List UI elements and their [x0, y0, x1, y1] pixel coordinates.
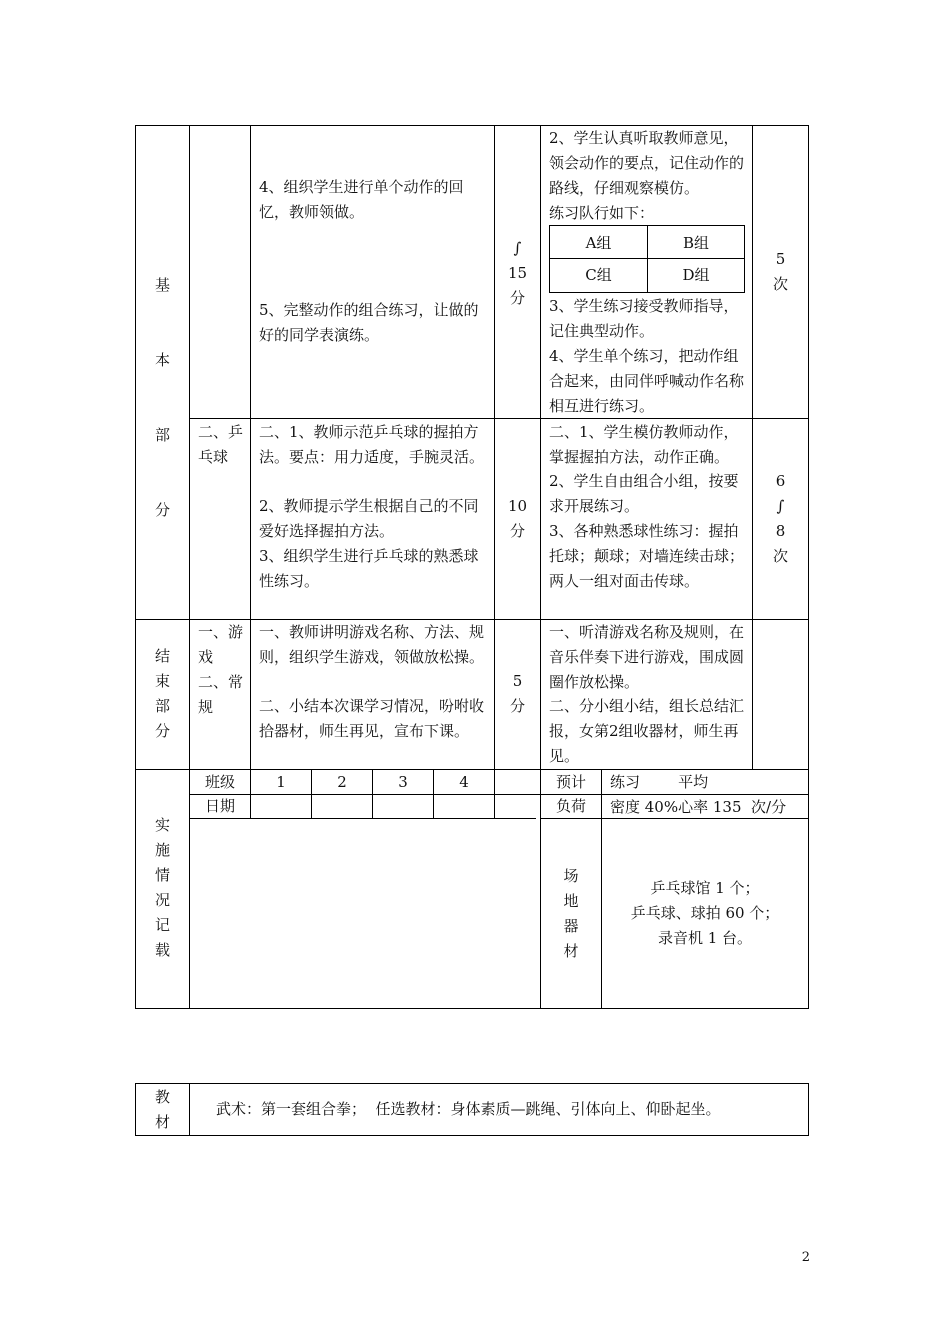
- page-number: 2: [801, 1250, 810, 1265]
- materials-text: 武术：第一套组合拳； 任选教材：身体素质—跳绳、引体向上、仰卧起坐。: [216, 1100, 721, 1118]
- class-number-2: 2: [337, 773, 347, 791]
- section-record-label: 实 施 情 况 记 载: [154, 816, 170, 959]
- row1-time: ∫ 15 分: [507, 239, 528, 307]
- student-activity-2: 2、学生认真听取教师意见，领会动作的要点，记住动作的路线，仔细观察模仿。: [549, 129, 745, 197]
- end-student-2: 二、分小组小结，组长总结汇报，女第2组收器材，师生再见。: [549, 697, 745, 765]
- group-c: C组: [585, 266, 612, 284]
- group-d: D组: [682, 266, 710, 284]
- load-line-2: 密度 40%心率 135 次/分: [610, 798, 787, 816]
- load-line-1: 练习 平均: [610, 773, 709, 791]
- section-end-label: 结 束 部 分: [154, 647, 170, 740]
- section-basic-label: 基 本 部 分: [154, 276, 170, 519]
- end-method-2: 二、小结本次课学习情况，吩咐收拾器材，师生再见，宣布下课。: [259, 697, 485, 740]
- teacher-method-5: 5、完整动作的组合练习，让做的好的同学表演练。: [259, 301, 479, 344]
- class-label: 班级: [204, 773, 235, 791]
- row2-count: 6 ∫ 8 次: [772, 472, 788, 565]
- student-activity-3: 3、学生练习接受教师指导，记住典型动作。: [549, 297, 739, 340]
- teacher-method-4: 4、组织学生进行单个动作的回忆，教师领做。: [259, 178, 464, 221]
- teacher-method-2-3: 3、组织学生进行乒乓球的熟悉球性练习。: [259, 547, 479, 590]
- student-activity-2-3: 3、各种熟悉球性练习：握拍托球；颠球；对墙连续击球；两人一组对面击传球。: [549, 522, 745, 590]
- end-time: 5 分: [509, 672, 525, 715]
- end-student-1: 一、听清游戏名称及规则，在音乐伴奏下进行游戏，围成圆圈作放松操。: [549, 623, 745, 691]
- student-activity-4: 4、学生单个练习，把动作组合起来，由同伴呼喊动作名称相互进行练习。: [549, 347, 745, 415]
- teacher-method-2-1: 二、1、教师示范乒乓球的握拍方法。要点：用力适度，手腕灵活。: [259, 423, 485, 466]
- student-activity-2-1: 二、1、学生模仿教师动作，掌握握拍方法，动作正确。: [549, 423, 739, 466]
- group-a: A组: [585, 234, 612, 252]
- row1-count: 5 次: [772, 250, 788, 293]
- group-b: B组: [682, 234, 710, 252]
- venue-label: 场 地 器 材: [563, 867, 579, 960]
- row2-time: 10 分: [507, 497, 528, 540]
- formation-grid: [549, 225, 745, 293]
- row2-content: 二、乒乓球: [198, 423, 244, 466]
- class-number-4: 4: [459, 773, 469, 791]
- end-method-1: 一、教师讲明游戏名称、方法、规则，组织学生游戏，领做放松操。: [259, 623, 485, 666]
- student-activity-2-2: 2、学生自由组合小组，按要求开展练习。: [549, 472, 739, 515]
- teacher-method-2-2: 2、教师提示学生根据自己的不同爱好选择握拍方法。: [259, 497, 479, 540]
- class-number-1: 1: [276, 773, 286, 791]
- end-content: 一、游 戏 二、常 规: [198, 623, 244, 716]
- materials-label: 教 材: [154, 1088, 170, 1131]
- date-label: 日期: [204, 797, 235, 815]
- venue-items: 乒乓球馆 1 个； 乒乓球、球拍 60 个； 录音机 1 台。: [630, 879, 780, 947]
- load-label: 预计 负荷: [555, 773, 586, 815]
- formation-label: 练习队行如下：: [549, 204, 655, 222]
- class-number-3: 3: [398, 773, 408, 791]
